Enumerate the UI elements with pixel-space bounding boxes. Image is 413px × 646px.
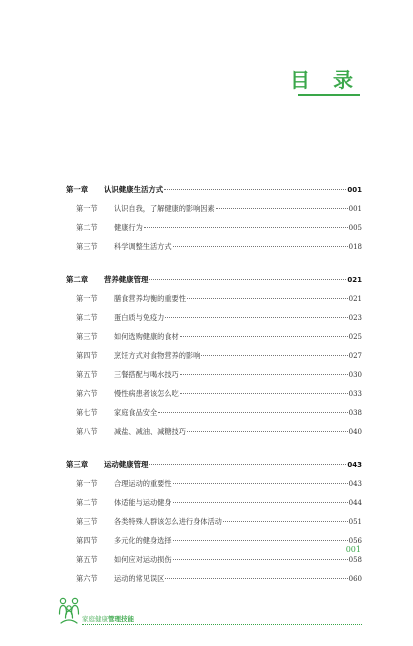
footer-series-title (82, 614, 134, 623)
section-entry[interactable] (66, 422, 362, 441)
section-page-number: 044 (348, 499, 362, 507)
section-number: 第五节 (76, 370, 98, 379)
section-entry[interactable] (66, 531, 362, 550)
section-page-number: 040 (348, 428, 362, 436)
section-number: 第一节 (76, 204, 98, 213)
dot-leader (158, 412, 347, 413)
section-entry[interactable] (66, 365, 362, 384)
dot-leader (149, 464, 346, 465)
section-title: 慢性病患者该怎么吃 (114, 389, 179, 398)
dot-leader (173, 246, 348, 247)
chapter-number: 第三章 (66, 460, 89, 469)
chapter-page-number: 043 (347, 461, 362, 469)
section-title: 健康行为 (114, 223, 143, 232)
section-entry[interactable] (66, 550, 362, 569)
section-number: 第五节 (76, 555, 98, 564)
chapter-number: 第一章 (66, 185, 89, 194)
dot-leader (173, 502, 348, 503)
section-entry[interactable] (66, 384, 362, 403)
section-title: 各类特殊人群该怎么进行身体活动 (114, 517, 222, 526)
section-page-number: 018 (348, 243, 362, 251)
section-title: 科学调整生活方式 (114, 242, 172, 251)
table-of-contents (66, 180, 362, 602)
footer-series-prefix: 家庭健康 (82, 615, 108, 623)
section-page-number: 005 (348, 224, 362, 232)
section-title: 合理运动的重要性 (114, 479, 172, 488)
section-entry[interactable] (66, 403, 362, 422)
dot-leader (187, 298, 348, 299)
section-number: 第六节 (76, 389, 98, 398)
dot-leader (144, 227, 348, 228)
section-number: 第四节 (76, 351, 98, 360)
section-number: 第八节 (76, 427, 98, 436)
section-page-number: 058 (348, 556, 362, 564)
section-entry[interactable] (66, 569, 362, 588)
title-underline (298, 94, 360, 96)
section-number: 第一节 (76, 294, 98, 303)
section-number: 第七节 (76, 408, 98, 417)
chapter-page-number: 001 (347, 186, 362, 194)
section-entry[interactable] (66, 327, 362, 346)
footer-dotted-rule (82, 624, 362, 625)
chapter-entry[interactable] (66, 180, 362, 199)
section-title: 膳食营养均衡的重要性 (114, 294, 186, 303)
section-number: 第一节 (76, 479, 98, 488)
section-page-number: 038 (348, 409, 362, 417)
section-page-number: 033 (348, 390, 362, 398)
section-page-number: 030 (348, 371, 362, 379)
section-entry[interactable] (66, 512, 362, 531)
footer-series-strong: 管理技能 (108, 615, 134, 623)
chapter-title: 认识健康生活方式 (104, 185, 164, 194)
section-entry[interactable] (66, 308, 362, 327)
dot-leader (187, 431, 348, 432)
section-number: 第四节 (76, 536, 98, 545)
dot-leader (216, 208, 348, 209)
section-page-number: 025 (348, 333, 362, 341)
chapter-block (66, 270, 362, 441)
section-entry[interactable] (66, 346, 362, 365)
dot-leader (149, 279, 346, 280)
section-title: 运动的常见误区 (114, 574, 165, 583)
page-number: 001 (345, 545, 361, 554)
section-number: 第二节 (76, 223, 98, 232)
section-title: 体适能与运动健身 (114, 498, 172, 507)
section-title: 家庭食品安全 (114, 408, 158, 417)
chapter-page-number: 021 (347, 276, 362, 284)
section-page-number: 060 (348, 575, 362, 583)
dot-leader (201, 355, 347, 356)
chapter-block (66, 180, 362, 256)
chapter-block (66, 455, 362, 588)
section-number: 第三节 (76, 242, 98, 251)
family-logo-icon (58, 596, 80, 626)
dot-leader (165, 578, 347, 579)
section-entry[interactable] (66, 218, 362, 237)
section-title: 如何应对运动损伤 (114, 555, 172, 564)
page-title: 目 录 (290, 68, 361, 92)
dot-leader (173, 540, 348, 541)
section-entry[interactable] (66, 289, 362, 308)
section-title: 三餐搭配与喝水技巧 (114, 370, 179, 379)
dot-leader (180, 374, 348, 375)
section-number: 第六节 (76, 574, 98, 583)
section-title: 认识自我，了解健康的影响因素 (114, 204, 215, 213)
section-entry[interactable] (66, 474, 362, 493)
section-number: 第二节 (76, 313, 98, 322)
section-entry[interactable] (66, 199, 362, 218)
dot-leader (173, 559, 348, 560)
section-entry[interactable] (66, 493, 362, 512)
chapter-number: 第二章 (66, 275, 89, 284)
dot-leader (173, 483, 348, 484)
section-page-number: 043 (348, 480, 362, 488)
section-title: 蛋白质与免疫力 (114, 313, 165, 322)
dot-leader (223, 521, 348, 522)
section-page-number: 027 (348, 352, 362, 360)
chapter-entry[interactable] (66, 455, 362, 474)
dot-leader (165, 317, 347, 318)
section-number: 第三节 (76, 332, 98, 341)
section-title: 如何选购健康的食材 (114, 332, 179, 341)
section-page-number: 001 (348, 205, 362, 213)
chapter-title: 营养健康管理 (104, 275, 149, 284)
section-page-number: 051 (348, 518, 362, 526)
chapter-title: 运动健康管理 (104, 460, 149, 469)
section-number: 第三节 (76, 517, 98, 526)
section-page-number: 056 (348, 537, 362, 545)
dot-leader (180, 393, 348, 394)
section-page-number: 021 (348, 295, 362, 303)
section-title: 烹饪方式对食物营养的影响 (114, 351, 201, 360)
chapter-entry[interactable] (66, 270, 362, 289)
section-entry[interactable] (66, 237, 362, 256)
section-number: 第二节 (76, 498, 98, 507)
section-page-number: 023 (348, 314, 362, 322)
dot-leader (164, 189, 346, 190)
section-title: 减盐、减油、减糖技巧 (114, 427, 186, 436)
dot-leader (180, 336, 348, 337)
section-title: 多元化的健身选择 (114, 536, 172, 545)
